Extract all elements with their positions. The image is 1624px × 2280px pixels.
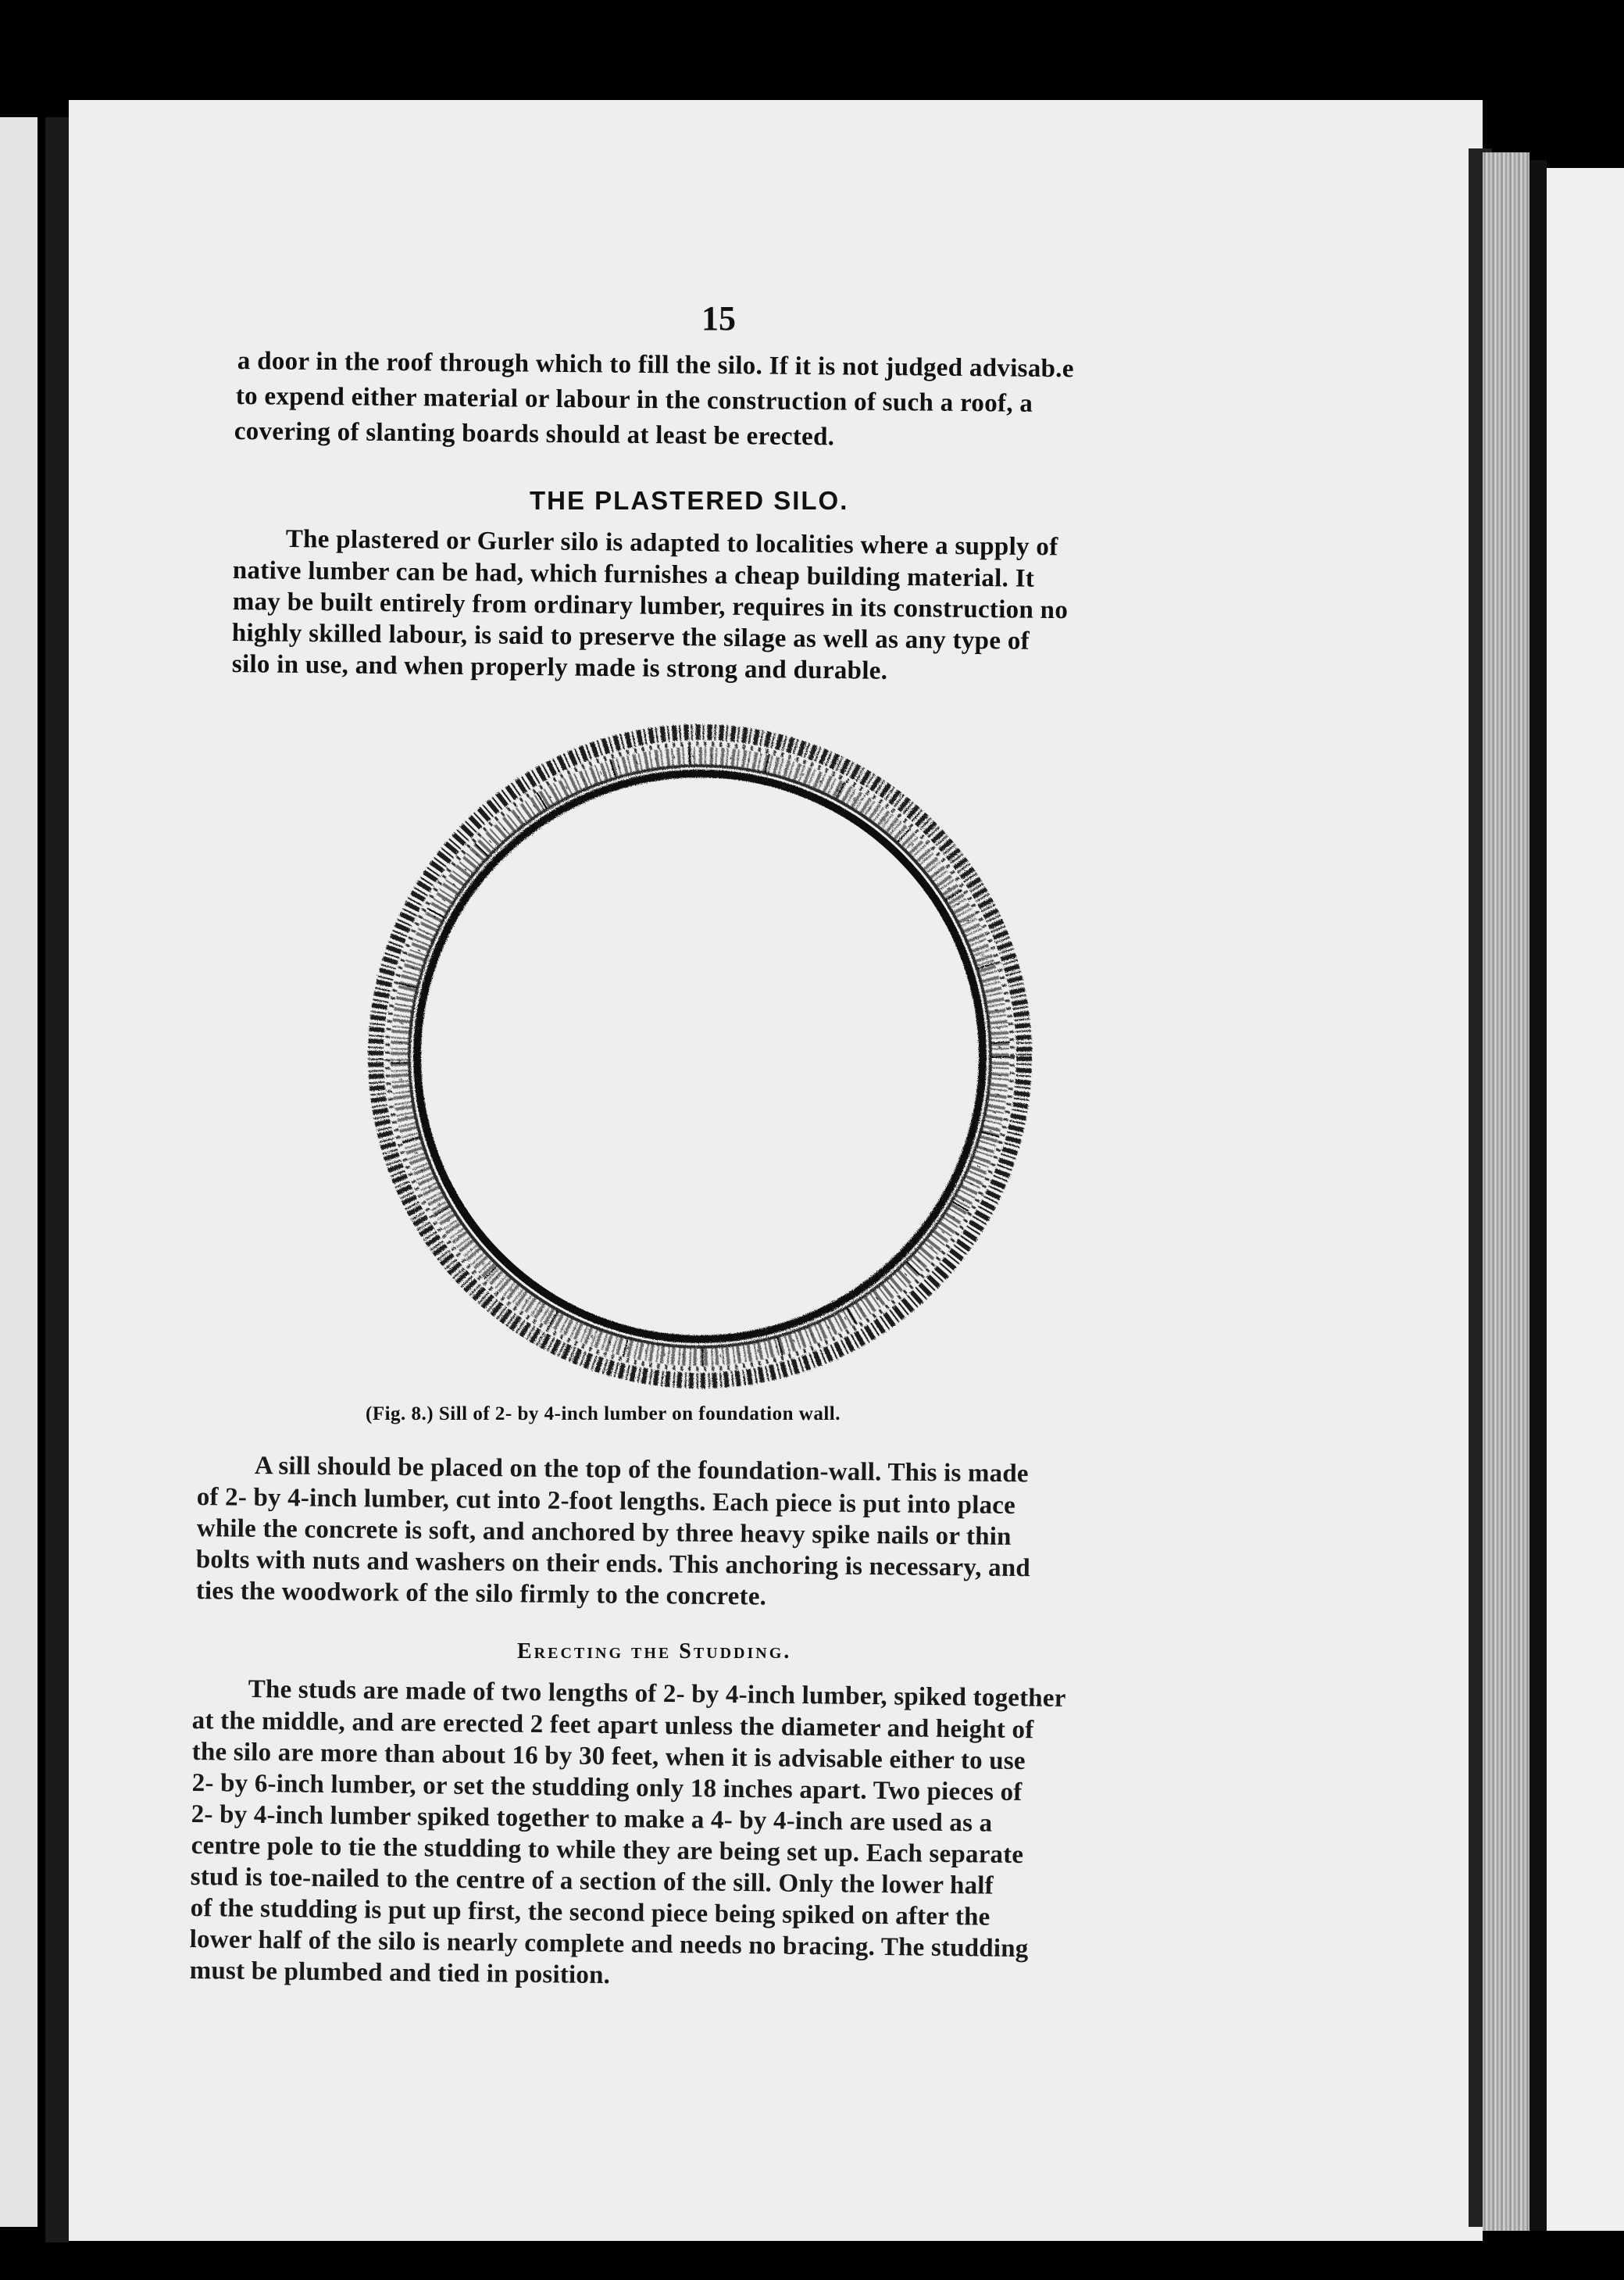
paragraph-line: silo in use, and when properly made is strong and durable. bbox=[231, 650, 888, 685]
intro-line: a door in the roof through which to fill the silo. If it is not judged advisab.e bbox=[237, 347, 1074, 384]
paragraph-line: at the middle, and are erected 2 feet apart unless the diameter and height of bbox=[191, 1706, 1034, 1745]
paragraph-line: lower half of the silo is nearly complete and needs no bracing. The studding bbox=[189, 1925, 1029, 1964]
paragraph-line: of 2- by 4-inch lumber, cut into 2-foot lengths. Each piece is put into place bbox=[196, 1483, 1016, 1520]
section-heading: THE PLASTERED SILO. bbox=[530, 486, 849, 515]
paragraph-line: 2- by 4-inch lumber spiked together to make a 4- by 4-inch are used as a bbox=[191, 1800, 993, 1838]
sill-ring-figure bbox=[366, 719, 1045, 1399]
binding-shadow bbox=[1529, 160, 1547, 2231]
paragraph-line: The plastered or Gurler silo is adapted to localities where a supply of bbox=[285, 525, 1058, 562]
paragraph-line: native lumber can be had, which furnishes a cheap building material. It bbox=[232, 556, 1035, 593]
paragraph-line: bolts with nuts and washers on their ends. This anchoring is necessary, and bbox=[195, 1546, 1031, 1583]
paragraph-line: 2- by 6-inch lumber, or set the studding only 18 inches apart. Two pieces of bbox=[191, 1769, 1023, 1807]
paragraph-line: must be plumbed and tied in position. bbox=[189, 1957, 611, 1990]
intro-line: to expend either material or labour in the construction of such a roof, a bbox=[235, 382, 1033, 418]
next-page-edge bbox=[1547, 168, 1624, 2231]
paragraph-line: while the concrete is soft, and anchored by three heavy spike nails or thin bbox=[196, 1514, 1012, 1551]
intro-line: covering of slanting boards should at least be erected. bbox=[234, 417, 835, 452]
paragraph-line: highly skilled labour, is said to preserve the silage as well as any type of bbox=[231, 619, 1030, 656]
paragraph-line: A sill should be placed on the top of the foundation-wall. This is made bbox=[254, 1452, 1029, 1488]
paragraph-line: stud is toe-nailed to the centre of a section of the sill. Only the lower half bbox=[190, 1863, 994, 1900]
section-subheading: Erecting the Studding. bbox=[517, 1639, 792, 1664]
paragraph-line: ties the woodwork of the silo firmly to the concrete. bbox=[195, 1577, 767, 1611]
page-number: 15 bbox=[701, 299, 736, 338]
page-stack-edges bbox=[1483, 152, 1529, 2231]
paragraph-line: the silo are more than about 16 by 30 feet, when it is advisable either to use bbox=[191, 1738, 1026, 1776]
facing-page-edge bbox=[0, 117, 37, 2227]
figure-caption: (Fig. 8.) Sill of 2- by 4-inch lumber on foundation wall. bbox=[366, 1403, 841, 1424]
paragraph-line: may be built entirely from ordinary lumber, requires in its construction no bbox=[232, 588, 1069, 625]
gutter-shadow bbox=[45, 117, 69, 2242]
paragraph-line: The studs are made of two lengths of 2- by 4-inch lumber, spiked together bbox=[248, 1675, 1066, 1713]
paragraph-line: centre pole to tie the studding to while they are being set up. Each separate bbox=[191, 1832, 1024, 1870]
paragraph-line: of the studding is put up first, the second piece being spiked on after the bbox=[190, 1894, 990, 1932]
